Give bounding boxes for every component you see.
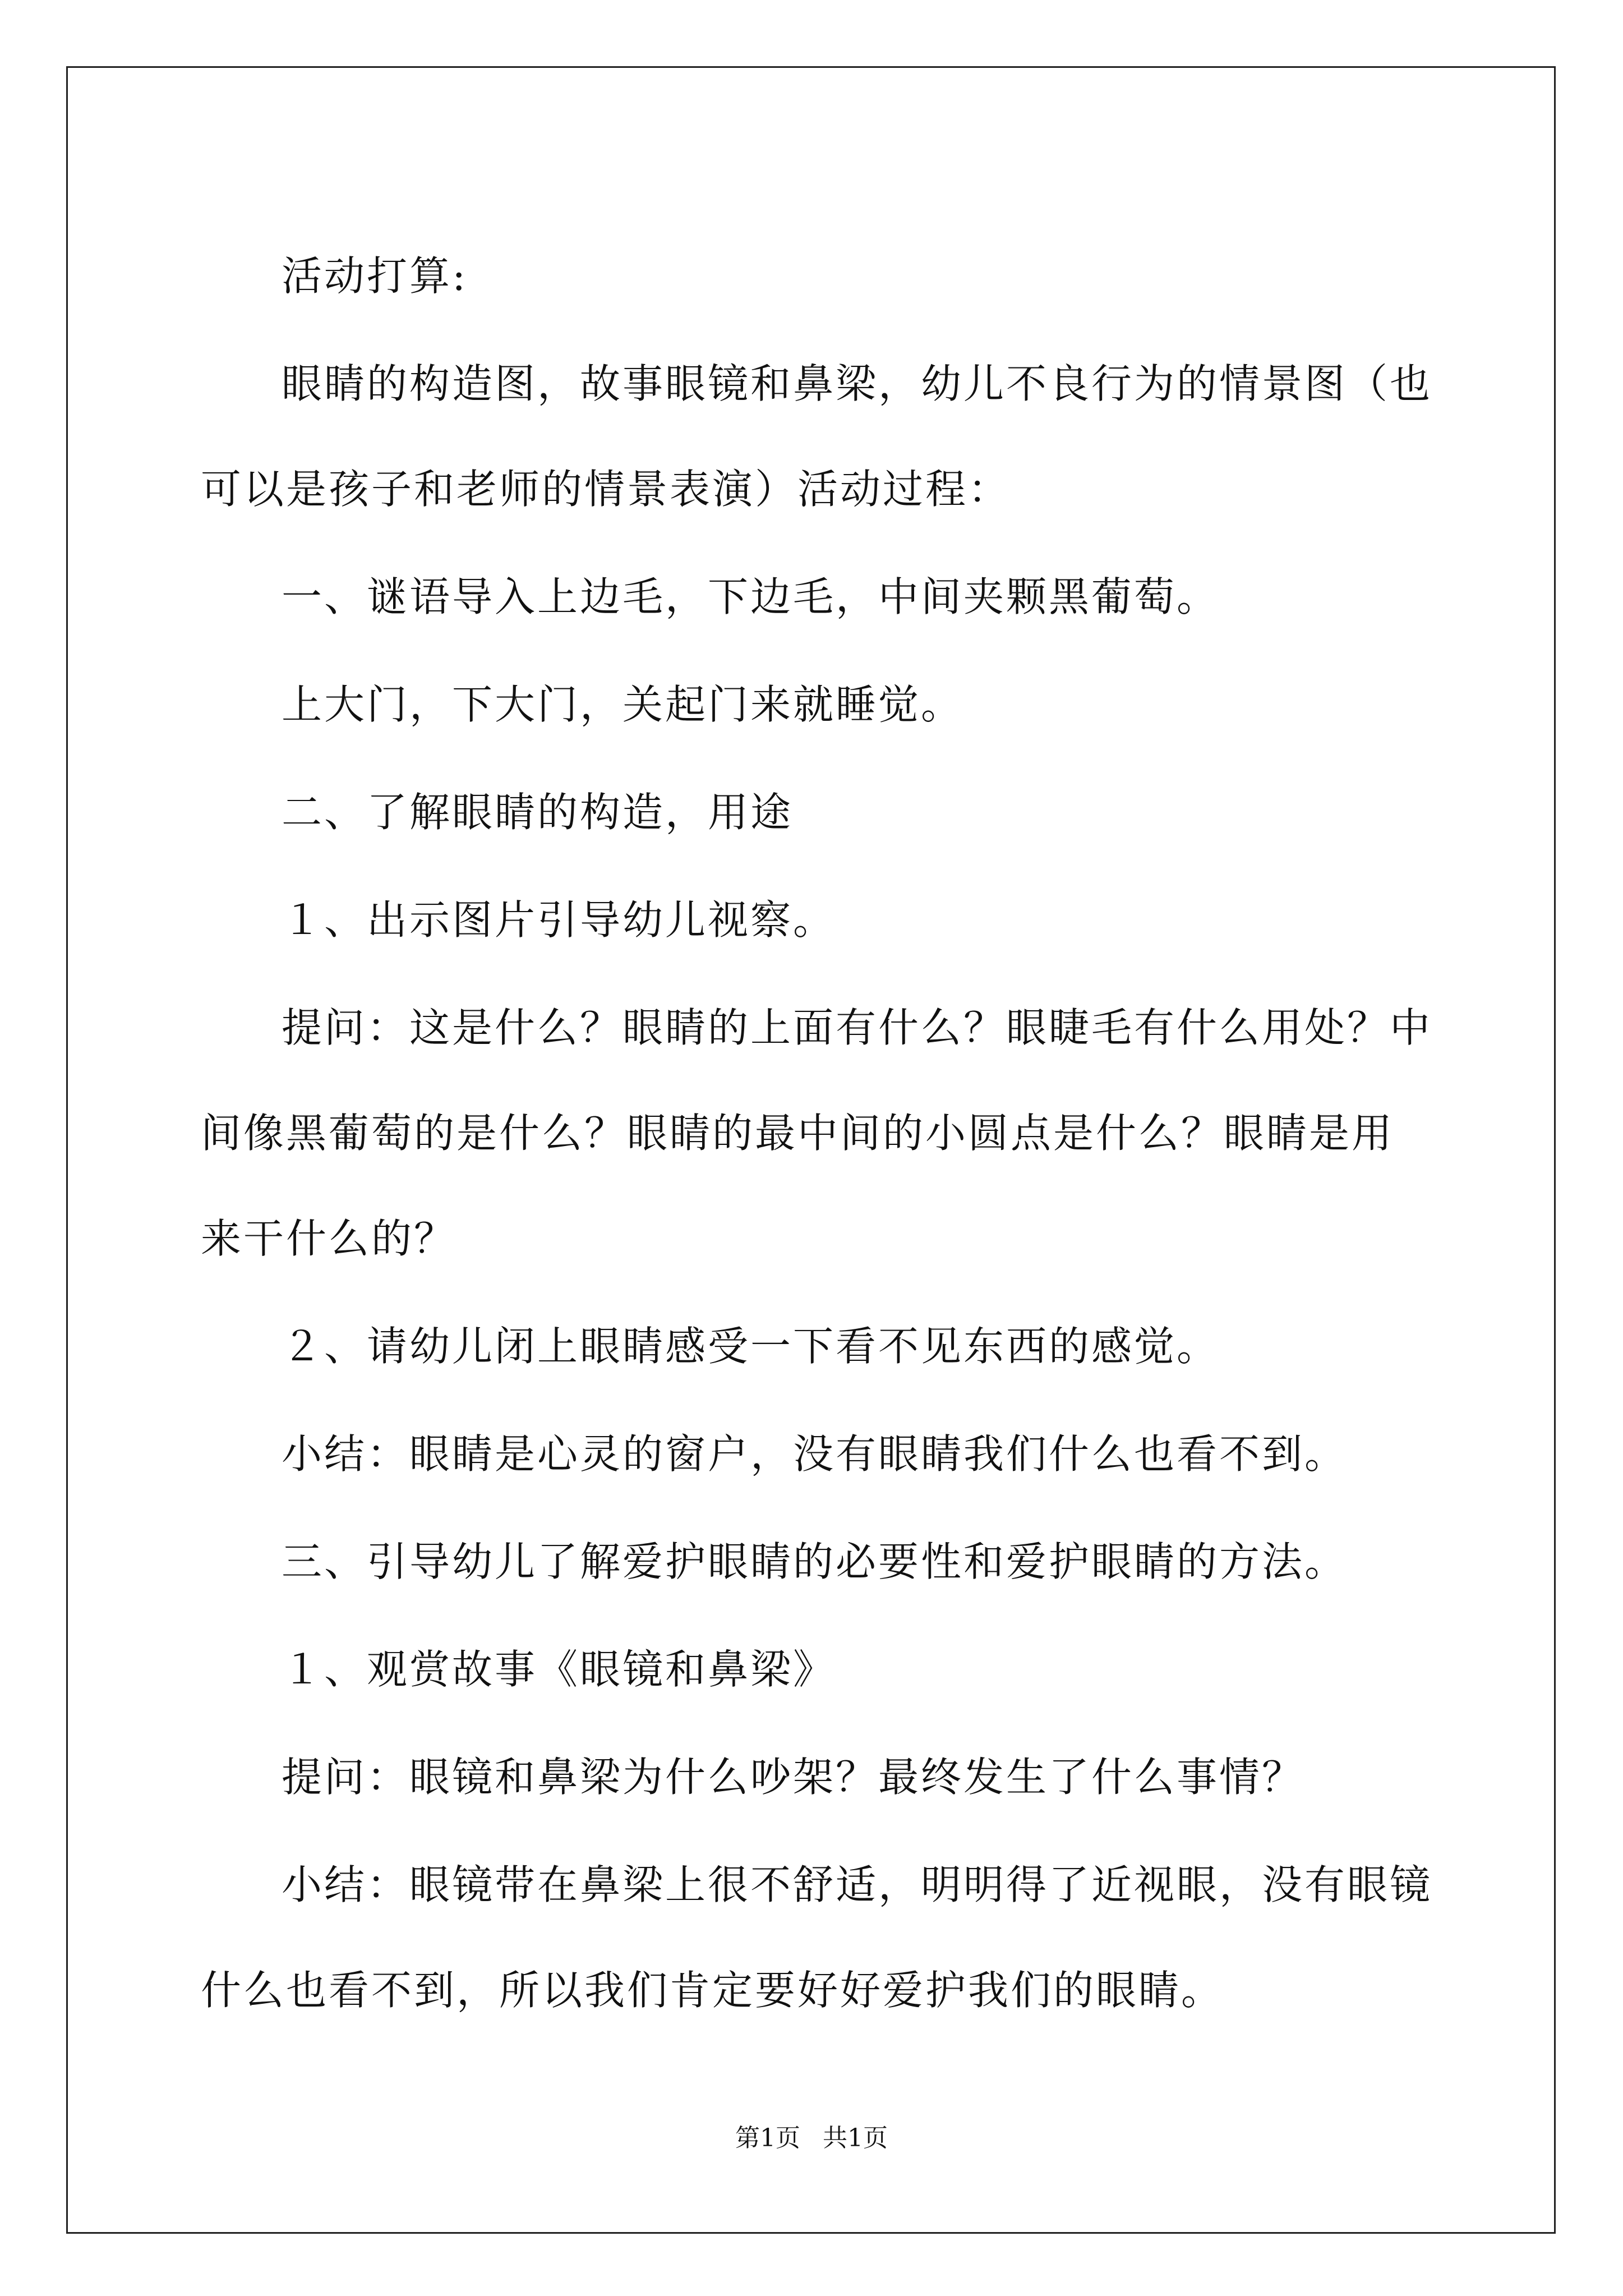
paragraph-questions: 提问：这是什么？眼睛的上面有什么？眼睫毛有什么用处？中间像黑葡萄的是什么？眼睛的最中间的小圆点是什么？眼睛是用来干什么的？	[201, 1004, 1433, 1262]
paragraph-summary-2: 小结：眼镜带在鼻梁上很不舒适，明明得了近视眼，没有眼镜什么也看不到，所以我们肯定要好好爱护我们的眼睛。	[201, 1861, 1433, 2014]
paragraph-riddle-2: 上大门，下大门，关起门来就睡觉。	[282, 681, 964, 728]
paragraph-step-2: ２、请幼儿闭上眼睛感受一下看不见东西的感觉。	[282, 1323, 1220, 1370]
page-number-total: 共1页	[823, 2124, 888, 2152]
paragraph-story: １、观赏故事《眼镜和鼻梁》	[282, 1646, 836, 1693]
document-body	[201, 223, 1435, 2045]
paragraph-step-1: １、出示图片引导幼儿视察。	[282, 896, 836, 944]
paragraph-riddle: 一、谜语导入上边毛，下边毛，中间夹颗黑葡萄。	[282, 573, 1220, 620]
paragraph-section-2: 二、了解眼睛的构造，用途	[282, 789, 794, 836]
paragraph-materials: 眼睛的构造图，故事眼镜和鼻梁，幼儿不良行为的情景图（也可以是孩子和老师的情景表演）活动过程：	[201, 360, 1433, 513]
paragraph-section-3: 三、引导幼儿了解爱护眼睛的必要性和爱护眼睛的方法。	[282, 1538, 1348, 1585]
page-number-current: 第1页	[735, 2124, 800, 2152]
paragraph-story-question: 提问：眼镜和鼻梁为什么吵架？最终发生了什么事情？	[282, 1754, 1305, 1801]
page-footer	[0, 2122, 1623, 2155]
paragraph-summary-1: 小结：眼睛是心灵的窗户，没有眼睛我们什么也看不到。	[282, 1430, 1348, 1478]
paragraph-plan: 活动打算:	[282, 252, 468, 300]
